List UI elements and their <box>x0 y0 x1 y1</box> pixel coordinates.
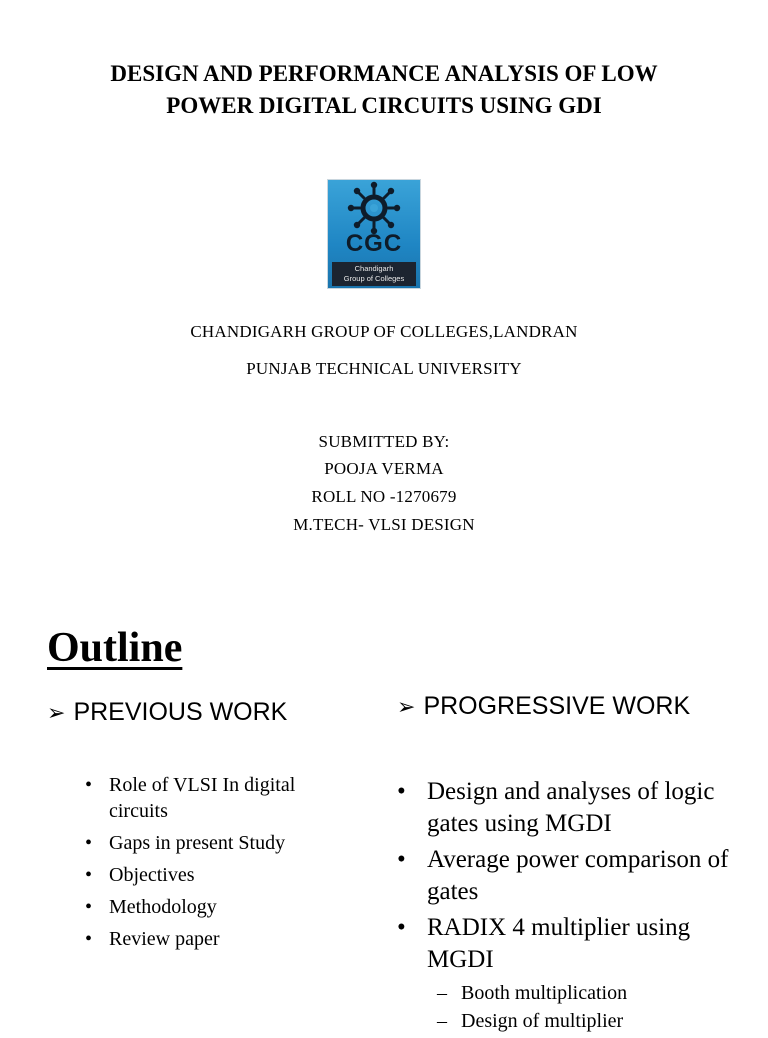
list-item-text: Gaps in present Study <box>109 832 286 854</box>
logo-caption <box>332 262 416 286</box>
list-item-text: Review paper <box>109 928 220 950</box>
bullet-icon: • <box>85 864 93 886</box>
bullet-icon: • <box>397 846 406 873</box>
student-name: POOJA VERMA <box>324 459 444 478</box>
progressive-work-heading <box>397 692 690 721</box>
network-ring-emblem-icon <box>328 180 420 236</box>
multiplier-sub-list <box>427 980 737 1034</box>
bullet-icon: • <box>85 928 93 950</box>
outline-slide <box>0 580 768 1032</box>
outline-title: Outline <box>47 625 183 671</box>
progressive-work-list <box>397 776 737 1038</box>
logo-abbrev: CGC <box>345 230 403 257</box>
college-logo <box>328 180 420 288</box>
list-item <box>85 772 345 824</box>
previous-work-list <box>85 772 345 958</box>
list-item <box>397 912 737 1034</box>
list-item <box>397 844 737 908</box>
previous-work-heading <box>47 698 287 727</box>
list-item <box>85 894 345 920</box>
list-item <box>397 776 737 840</box>
dash-bullet-icon: – <box>437 982 447 1004</box>
list-item <box>85 862 345 888</box>
logo-caption-line-2: Group of Colleges <box>343 274 405 283</box>
sub-list-item-text: Booth multiplication <box>461 982 628 1004</box>
presentation-title <box>40 58 728 122</box>
title-line-2: POWER DIGITAL CIRCUITS USING GDI <box>166 93 602 118</box>
list-item-text: Role of VLSI In digital circuits <box>109 774 296 822</box>
university-name: PUNJAB TECHNICAL UNIVERSITY <box>246 359 522 378</box>
list-item-text: Methodology <box>109 896 217 918</box>
sub-list-item <box>427 1008 737 1034</box>
previous-work-heading-text: PREVIOUS WORK <box>73 698 288 726</box>
sub-list-item-text: Design of multiplier <box>461 1010 624 1032</box>
list-item-text: RADIX 4 multiplier using MGDI <box>427 914 691 973</box>
bullet-icon: • <box>397 778 406 805</box>
title-line-1: DESIGN AND PERFORMANCE ANALYSIS OF LOW <box>110 61 658 86</box>
bullet-icon: • <box>397 914 406 941</box>
sub-list-item <box>427 980 737 1006</box>
list-item <box>85 830 345 856</box>
course-name: M.TECH- VLSI DESIGN <box>293 515 475 534</box>
college-name: CHANDIGARH GROUP OF COLLEGES,LANDRAN <box>190 322 578 341</box>
submitted-by-label: SUBMITTED BY: <box>318 432 450 451</box>
bullet-icon: • <box>85 896 93 918</box>
arrow-bullet-icon: ➢ <box>47 699 66 725</box>
bullet-icon: • <box>85 774 93 796</box>
roll-number: ROLL NO -1270679 <box>311 487 457 506</box>
progressive-work-heading-text: PROGRESSIVE WORK <box>423 692 691 720</box>
logo-caption-line-1: Chandigarh <box>354 264 394 273</box>
list-item-text: Average power comparison of gates <box>427 846 729 905</box>
list-item-text: Design and analyses of logic gates using MGDI <box>427 778 715 837</box>
list-item <box>85 926 345 952</box>
dash-bullet-icon: – <box>437 1010 447 1032</box>
list-item-text: Objectives <box>109 864 195 886</box>
bullet-icon: • <box>85 832 93 854</box>
arrow-bullet-icon: ➢ <box>397 693 416 719</box>
